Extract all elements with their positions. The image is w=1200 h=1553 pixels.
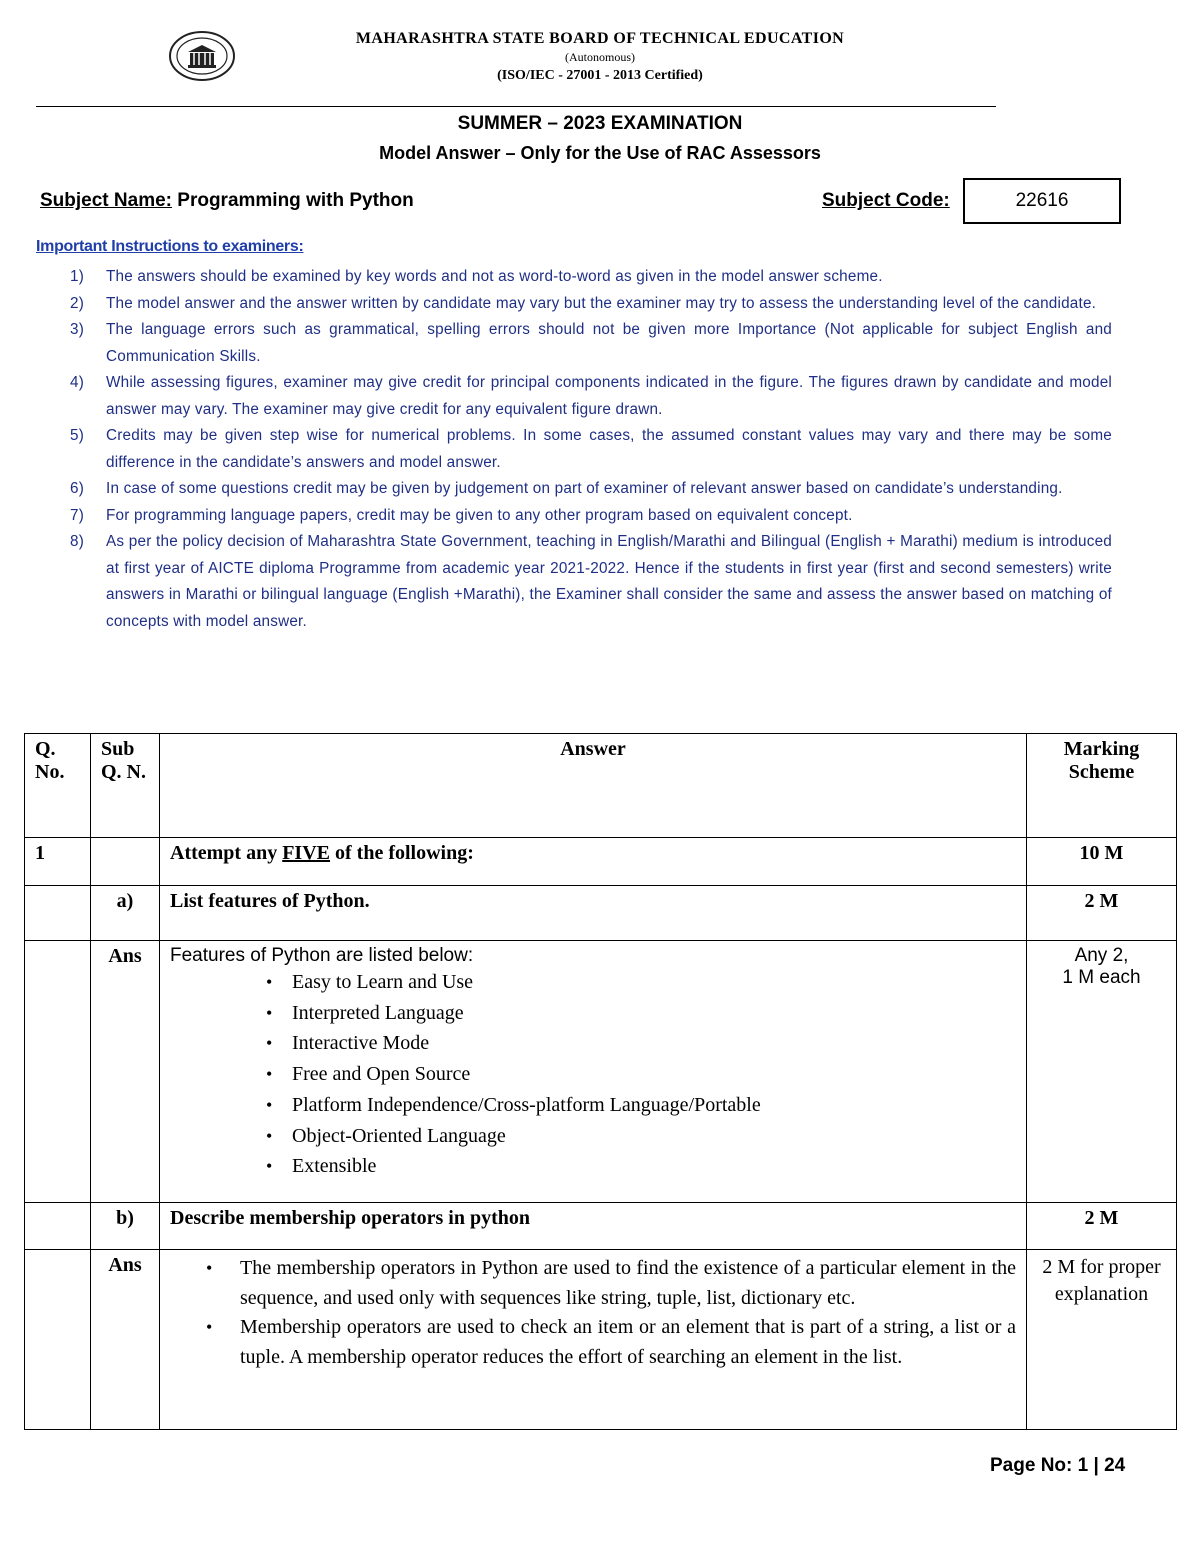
subject-name-value: Programming with Python <box>177 190 414 211</box>
list-item: • Membership operators are used to check an item or an element that is part of a string, a list or a tuple. A membership operator reduces the effort of searching an element in the list. <box>240 1313 1016 1372</box>
list-item: • Interpreted Language <box>292 998 1016 1029</box>
org-certification: (ISO/IEC - 27001 - 2013 Certified) <box>497 68 703 83</box>
instruction-number: 1) <box>70 268 85 285</box>
question-number <box>25 1250 91 1430</box>
list-item: • Free and Open Source <box>292 1059 1016 1090</box>
instructions-heading: Important Instructions to examiners: <box>36 238 304 255</box>
instruction-text: For programming language papers, credit may be given to any other program based on equivalent concept. <box>106 506 853 524</box>
instruction-item <box>36 291 1112 318</box>
answer-content <box>160 941 1027 1203</box>
question-number <box>25 1203 91 1250</box>
scheme-line-1: Any 2, <box>1074 945 1129 966</box>
table-row <box>25 886 1177 941</box>
instructions-list <box>36 264 1112 635</box>
instruction-number: 8) <box>70 533 85 550</box>
instruction-item <box>36 264 1112 291</box>
answer-intro: Features of Python are listed below: <box>170 945 474 966</box>
instruction-item <box>36 370 1112 423</box>
answer-label: Ans <box>91 1250 160 1430</box>
list-item: • Platform Independence/Cross-platform Language/Portable <box>292 1090 1016 1121</box>
q1-prefix: Attempt any <box>170 842 283 864</box>
features-list <box>170 967 1016 1182</box>
org-autonomous: (Autonomous) <box>565 50 635 64</box>
instruction-text: While assessing figures, examiner may give credit for principal components indicated in the figure. The figures drawn by candidate and model answer may vary. The examiner may give credit for any equivalent figure drawn. <box>106 374 1112 418</box>
subject-code-value: 22616 <box>1015 190 1069 211</box>
question-number <box>25 886 91 941</box>
table-row <box>25 1250 1177 1430</box>
header-marking-scheme: Marking Scheme <box>1027 734 1177 838</box>
list-item: • Extensible <box>292 1151 1016 1182</box>
marking-scheme: 2 M for proper explanation <box>1027 1250 1177 1430</box>
instruction-item <box>36 529 1112 635</box>
table-row <box>25 838 1177 886</box>
header-answer: Answer <box>160 734 1027 838</box>
exam-subtitle: Model Answer – Only for the Use of RAC Assessors <box>379 143 821 163</box>
question-text: List features of Python. <box>160 886 1027 941</box>
instruction-number: 6) <box>70 480 85 497</box>
sub-question-label: b) <box>91 1203 160 1250</box>
page-number: Page No: 1 | 24 <box>990 1455 1126 1476</box>
instruction-number: 2) <box>70 294 85 312</box>
sub-question-label: a) <box>91 886 160 941</box>
instruction-number: 3) <box>70 321 85 338</box>
instruction-text: The language errors such as grammatical, spelling errors should not be given more Importance (Not applicable for subject English and Communication Skills. <box>106 321 1112 365</box>
q1-emphasis: FIVE <box>282 842 331 864</box>
instruction-text: In case of some questions credit may be given by judgement on part of examiner of relevant answer based on candidate’s understanding. <box>106 480 1063 497</box>
instruction-text: The answers should be examined by key words and not as word-to-word as given in the model answer scheme. <box>106 268 883 285</box>
instruction-text: As per the policy decision of Maharashtra State Government, teaching in English/Marathi and Bilingual (English + Marathi) medium is introduced at first year of AICTE diploma Programme from academic year 2021-2022. Hence if the students in first year (first and second semesters) write answers in Marathi or bilingual language (English +Marathi), the Examiner shall consider the same and assess the answer based on matching of concepts with model answer. <box>106 533 1112 630</box>
instruction-item <box>36 423 1112 476</box>
question-marks: 10 M <box>1027 838 1177 886</box>
instruction-number: 4) <box>70 374 85 391</box>
question-number: 1 <box>25 838 91 886</box>
sub-question-cell <box>91 838 160 886</box>
list-item: • Interactive Mode <box>292 1028 1016 1059</box>
table-row <box>25 1203 1177 1250</box>
marking-scheme <box>1027 941 1177 1203</box>
table-header-row <box>25 734 1177 838</box>
list-item: • Easy to Learn and Use <box>292 967 1016 998</box>
answer-content <box>160 1250 1027 1430</box>
header-divider <box>36 106 996 107</box>
subject-name-label: Subject Name: <box>40 190 172 211</box>
list-item: • The membership operators in Python are used to find the existence of a particular element in the sequence, and used only with sequences like string, tuple, list, dictionary etc. <box>240 1254 1016 1313</box>
question-number <box>25 941 91 1203</box>
subject-code-box <box>963 178 1121 224</box>
membership-points <box>170 1254 1016 1372</box>
question-text <box>160 838 1027 886</box>
header-sub-q: Sub Q. N. <box>91 734 160 838</box>
header-q-no: Q. No. <box>25 734 91 838</box>
org-name: MAHARASHTRA STATE BOARD OF TECHNICAL EDUCATION <box>355 30 845 47</box>
answer-label: Ans <box>91 941 160 1203</box>
question-marks: 2 M <box>1027 1203 1177 1250</box>
instruction-text: The model answer and the answer written by candidate may vary but the examiner may try to assess the understanding level of the candidate. <box>106 294 1097 312</box>
instruction-item <box>36 503 1112 530</box>
question-text: Describe membership operators in python <box>160 1203 1027 1250</box>
list-item: • Object-Oriented Language <box>292 1121 1016 1152</box>
instruction-number: 7) <box>70 506 85 524</box>
instruction-item <box>36 317 1112 370</box>
question-marks: 2 M <box>1027 886 1177 941</box>
subject-code-label: Subject Code: <box>822 190 950 211</box>
instruction-number: 5) <box>70 427 85 444</box>
q1-suffix: of the following: <box>330 842 474 864</box>
instruction-item <box>36 476 1112 503</box>
instruction-text: Credits may be given step wise for numerical problems. In some cases, the assumed constant values may vary and there may be some difference in the candidate’s answers and model answer. <box>106 427 1112 471</box>
table-row <box>25 941 1177 1203</box>
subject-name <box>40 190 414 212</box>
answer-table <box>24 733 1177 1430</box>
exam-title: SUMMER – 2023 EXAMINATION <box>457 113 743 134</box>
scheme-line-2: 1 M each <box>1062 967 1141 988</box>
